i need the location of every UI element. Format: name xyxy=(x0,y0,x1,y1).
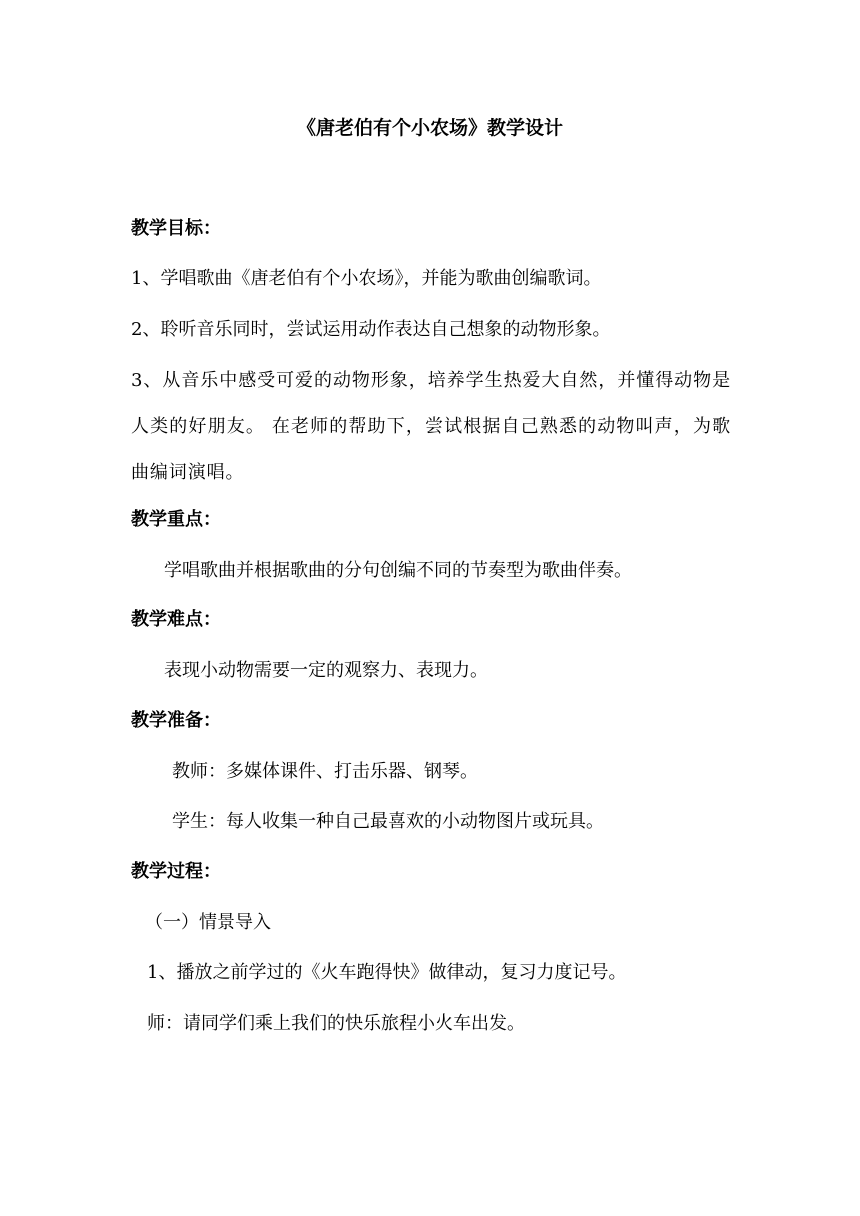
preparation-teacher: 教师：多媒体课件、打击乐器、钢琴。 xyxy=(172,761,478,782)
difficulties-heading: 教学难点： xyxy=(131,609,221,630)
goal-item-2: 2、聆听音乐同时，尝试运用动作表达自己想象的动物形象。 xyxy=(131,319,611,340)
preparation-student: 学生：每人收集一种自己最喜欢的小动物图片或玩具。 xyxy=(172,811,604,832)
process-step-1: 1、播放之前学过的《火车跑得快》做律动，复习力度记号。 xyxy=(147,962,627,983)
process-teacher-line: 师：请同学们乘上我们的快乐旅程小火车出发。 xyxy=(147,1013,525,1034)
difficulties-text: 表现小动物需要一定的观察力、表现力。 xyxy=(164,660,488,681)
key-points-heading: 教学重点： xyxy=(131,509,221,530)
goal-item-1: 1、学唱歌曲《唐老伯有个小农场》，并能为歌曲创编歌词。 xyxy=(131,268,602,289)
goal-item-3: 3、从音乐中感受可爱的动物形象，培养学生热爱大自然，并懂得动物是人类的好朋友。 在老师的帮助下，尝试根据自己熟悉的动物叫声，为歌曲编词演唱。 xyxy=(131,370,731,483)
goals-heading: 教学目标： xyxy=(131,218,221,239)
process-section-1: （一）情景导入 xyxy=(145,912,271,933)
document-title: 《唐老伯有个小农场》教学设计 xyxy=(296,117,563,139)
process-heading: 教学过程： xyxy=(131,861,221,882)
preparation-heading: 教学准备： xyxy=(131,710,221,731)
key-points-text: 学唱歌曲并根据歌曲的分句创编不同的节奏型为歌曲伴奏。 xyxy=(164,560,632,581)
